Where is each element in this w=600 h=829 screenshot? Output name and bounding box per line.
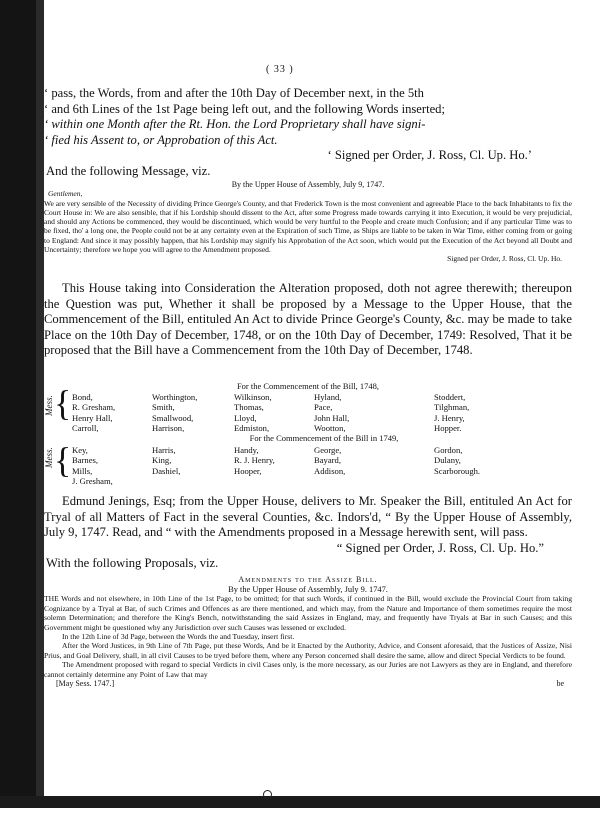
- vote-name-1749-2-2: Hooper,: [234, 465, 262, 476]
- vote-name-1748-0-2: Wilkinson,: [234, 392, 272, 402]
- intro-line-1: ‘ pass, the Words, from and after the 10th Day of December next, in the 5th: [44, 86, 424, 100]
- signature-mark: [May Sess. 1747.]: [56, 678, 115, 688]
- vote-name-1749-0-4: Gordon,: [434, 445, 463, 455]
- division-list: [44, 382, 572, 492]
- intro-line-4: ‘ fied his Assent to, or Approbation of this Act.: [44, 132, 278, 147]
- jenings-text: Edmund Jenings, Esq; from the Upper House, delivers to Mr. Speaker the Bill, entituled An Act for Tryal of all Matters of Fact in the several Counties, &c. Indors'd, “ By the Upper House of Assembly, July 9, 1747. Read, and “ with the Amendments proposed in a Message herewith sent, will pass.: [44, 494, 572, 540]
- amendments-heading: By the Upper House of Assembly, July 9. 1747.: [228, 585, 388, 594]
- vote-name-1748-2-4: J. Henry,: [434, 412, 465, 423]
- vote-name-1748-1-2: Thomas,: [234, 402, 264, 413]
- vote-label-1749-text: Mess.: [44, 447, 54, 468]
- resolution-block: [44, 281, 572, 359]
- vote-name-1748-0-4: Stoddert,: [434, 392, 466, 402]
- scan-bottom-shadow: [0, 796, 600, 808]
- vote-name-1748-1-3: Pace,: [314, 402, 333, 413]
- vote-name-1748-2-2: Lloyd,: [234, 412, 257, 423]
- vote-name-1748-2-0: Henry Hall,: [72, 412, 113, 423]
- amendments-block: [44, 575, 572, 690]
- catchword: be: [556, 678, 564, 688]
- intro-signed: ‘ Signed per Order, J. Ross, Cl. Up. Ho.’: [327, 148, 532, 163]
- vote-label-1748-text: Mess.: [44, 395, 54, 416]
- vote-name-1749-1-2: R. J. Henry,: [234, 455, 275, 466]
- vote-name-1749-1-1: King,: [152, 455, 172, 466]
- jenings-signed: “ Signed per Order, J. Ross, Cl. Up. Ho.”: [336, 540, 544, 555]
- vote-name-1749-2-3: Addison,: [314, 465, 346, 476]
- vote-name-1749-2-1: Dashiel,: [152, 465, 181, 476]
- vote-name-1748-3-2: Edmiston,: [234, 423, 270, 434]
- message-salutation: Gentlemen,: [48, 189, 83, 199]
- vote-name-1748-3-4: Hopper.: [434, 423, 462, 434]
- document-page: [44, 0, 572, 796]
- vote-name-1749-0-0: Key,: [72, 445, 88, 455]
- book-gutter: [36, 0, 44, 805]
- vote-name-1748-2-3: John Hall,: [314, 412, 350, 423]
- jenings-block: [44, 494, 572, 572]
- vote-name-1748-3-0: Carroll,: [72, 423, 99, 434]
- brace-1749: {: [54, 440, 72, 480]
- page-footer: [44, 679, 572, 690]
- vote-name-1748-0-0: Bond,: [72, 392, 93, 402]
- amendment-para-3: After the Word Justices, in 9th Line of 7th Page, put these Words, And be it Enacted by the Authority, Advice, and Consent aforesaid, that the Justices of Assize, Nisi Prius, and Goal Delivery, shall, in all civil Causes to be tryed before them, where any Person concerned shall desire the same, allow and direct Special Verdicts to be found.: [44, 641, 572, 660]
- vote-name-1749-1-3: Bayard,: [314, 455, 341, 466]
- hole-punch-mark: [263, 790, 272, 799]
- vote-name-1749-2-4: Scarborough.: [434, 465, 481, 476]
- intro-block: [44, 86, 572, 180]
- vote-name-1749-0-2: Handy,: [234, 445, 259, 455]
- vote-name-1749-1-0: Barnes,: [72, 455, 99, 466]
- amendment-para-1: THE Words and not elsewhere, in 10th Line of the 1st Page, to be omitted; for that such Words, if continued in the Bill, would exclude the Provincial Court from taking Cognizance by a Tryal at Bar, of such Crimes and Offences as are there mentioned, and which may, from the Nature and Importance of them sometimes require the most solemn Determination; and therefore the King's Bench, notwithstanding the said Assizes in England, may, and frequently have Tryals at Bar in such Causes; and this Government might be questioned why any Jurisdiction over such Causes was lessened or excluded.: [44, 594, 572, 632]
- vote-name-1748-0-1: Worthington,: [152, 392, 198, 402]
- vote-name-1749-2-0: Mills,: [72, 465, 93, 476]
- vote-name-1749-0-3: George,: [314, 445, 342, 455]
- intro-line-2: ‘ and 6th Lines of the 1st Page being left out, and the following Words inserted;: [44, 101, 445, 116]
- vote-heading-1748: For the Commencement of the Bill, 1748,: [236, 381, 380, 391]
- vote-name-1748-1-0: R. Gresham,: [72, 402, 116, 413]
- brace-1748: {: [54, 383, 72, 423]
- intro-line-3: ‘ within one Month after the Rt. Hon. the Lord Proprietary shall have signi-: [44, 117, 426, 132]
- message-body: We are very sensible of the Necessity of dividing Prince George's County, and that Frederick Town is the most convenient and agreeable Place to the back Inhabitants to fix the Court House in: We are also sensible, that if his Lordship should dissent to the Act, after some Progress made towards carrying it into Execution, it would be very prejudicial, and should any Actions be commenced, they would be discontinued, which would be very hurtful to the People and create much Confusion; and if any particular Time was to be fixed, tho' a long one, the People could not be at any certainty even at the Expiration of such Time, as Ships are liable to be taken in War Time, either coming from or going to England: And since it may possibly happen, that his Lordship may signify his Approbation of the Act soon, which would put the Execution of the Act beyond all Doubt and Uncertainty; therefore we hope you will agree to the Amendment proposed.: [44, 198, 572, 255]
- vote-name-1748-3-3: Wootton,: [314, 423, 346, 434]
- vote-name-1749-0-1: Harris,: [152, 445, 176, 455]
- resolution-text: This House taking into Consideration the Alteration proposed, doth not agree therewith; thereupon the Question was put, Whether it shall be proposed by a Message to the Upper House, that the Commencement of the Bill, entituled An Act to divide Prince George's County, &c. may be made to take Place on the 10th Day of December, 1748, or on the 10th Day of December, 1749: Resolved, That it be proposed that the Bill have a Commencement from the 10th Day of December, 1748.: [44, 281, 572, 358]
- vote-name-1749-3-0: J. Gresham,: [72, 476, 113, 487]
- page-number: ( 33 ): [266, 64, 294, 75]
- upper-house-message: [44, 180, 572, 264]
- message-signed: Signed per Order, J. Ross, Cl. Up. Ho.: [447, 254, 562, 264]
- vote-name-1748-2-1: Smallwood,: [152, 412, 194, 423]
- vote-heading-1749: For the Commencement of the Bill in 1749,: [249, 433, 399, 443]
- message-heading: By the Upper House of Assembly, July 9, 1747.: [231, 180, 385, 189]
- vote-name-1748-1-1: Smith,: [152, 402, 175, 413]
- jenings-following: With the following Proposals, viz.: [46, 556, 219, 571]
- vote-name-1748-1-4: Tilghman,: [434, 402, 470, 413]
- vote-name-1748-3-1: Harrison,: [152, 423, 185, 434]
- amendments-title: Amendments to the Assize Bill.: [238, 575, 378, 584]
- intro-following: And the following Message, viz.: [46, 163, 211, 178]
- vote-name-1749-1-4: Dulany,: [434, 455, 461, 466]
- amendment-para-2: In the 12th Line of 3d Page, between the Words the and Tuesday, insert first.: [62, 631, 295, 641]
- vote-name-1748-0-3: Hyland,: [314, 392, 342, 402]
- amendment-para-4: The Amendment proposed with regard to special Verdicts in civil Cases only, is the more necessary, as our Juries are not Lawyers as they are in England, and therefore cannot certainly determine any Point of Law that may: [44, 660, 572, 679]
